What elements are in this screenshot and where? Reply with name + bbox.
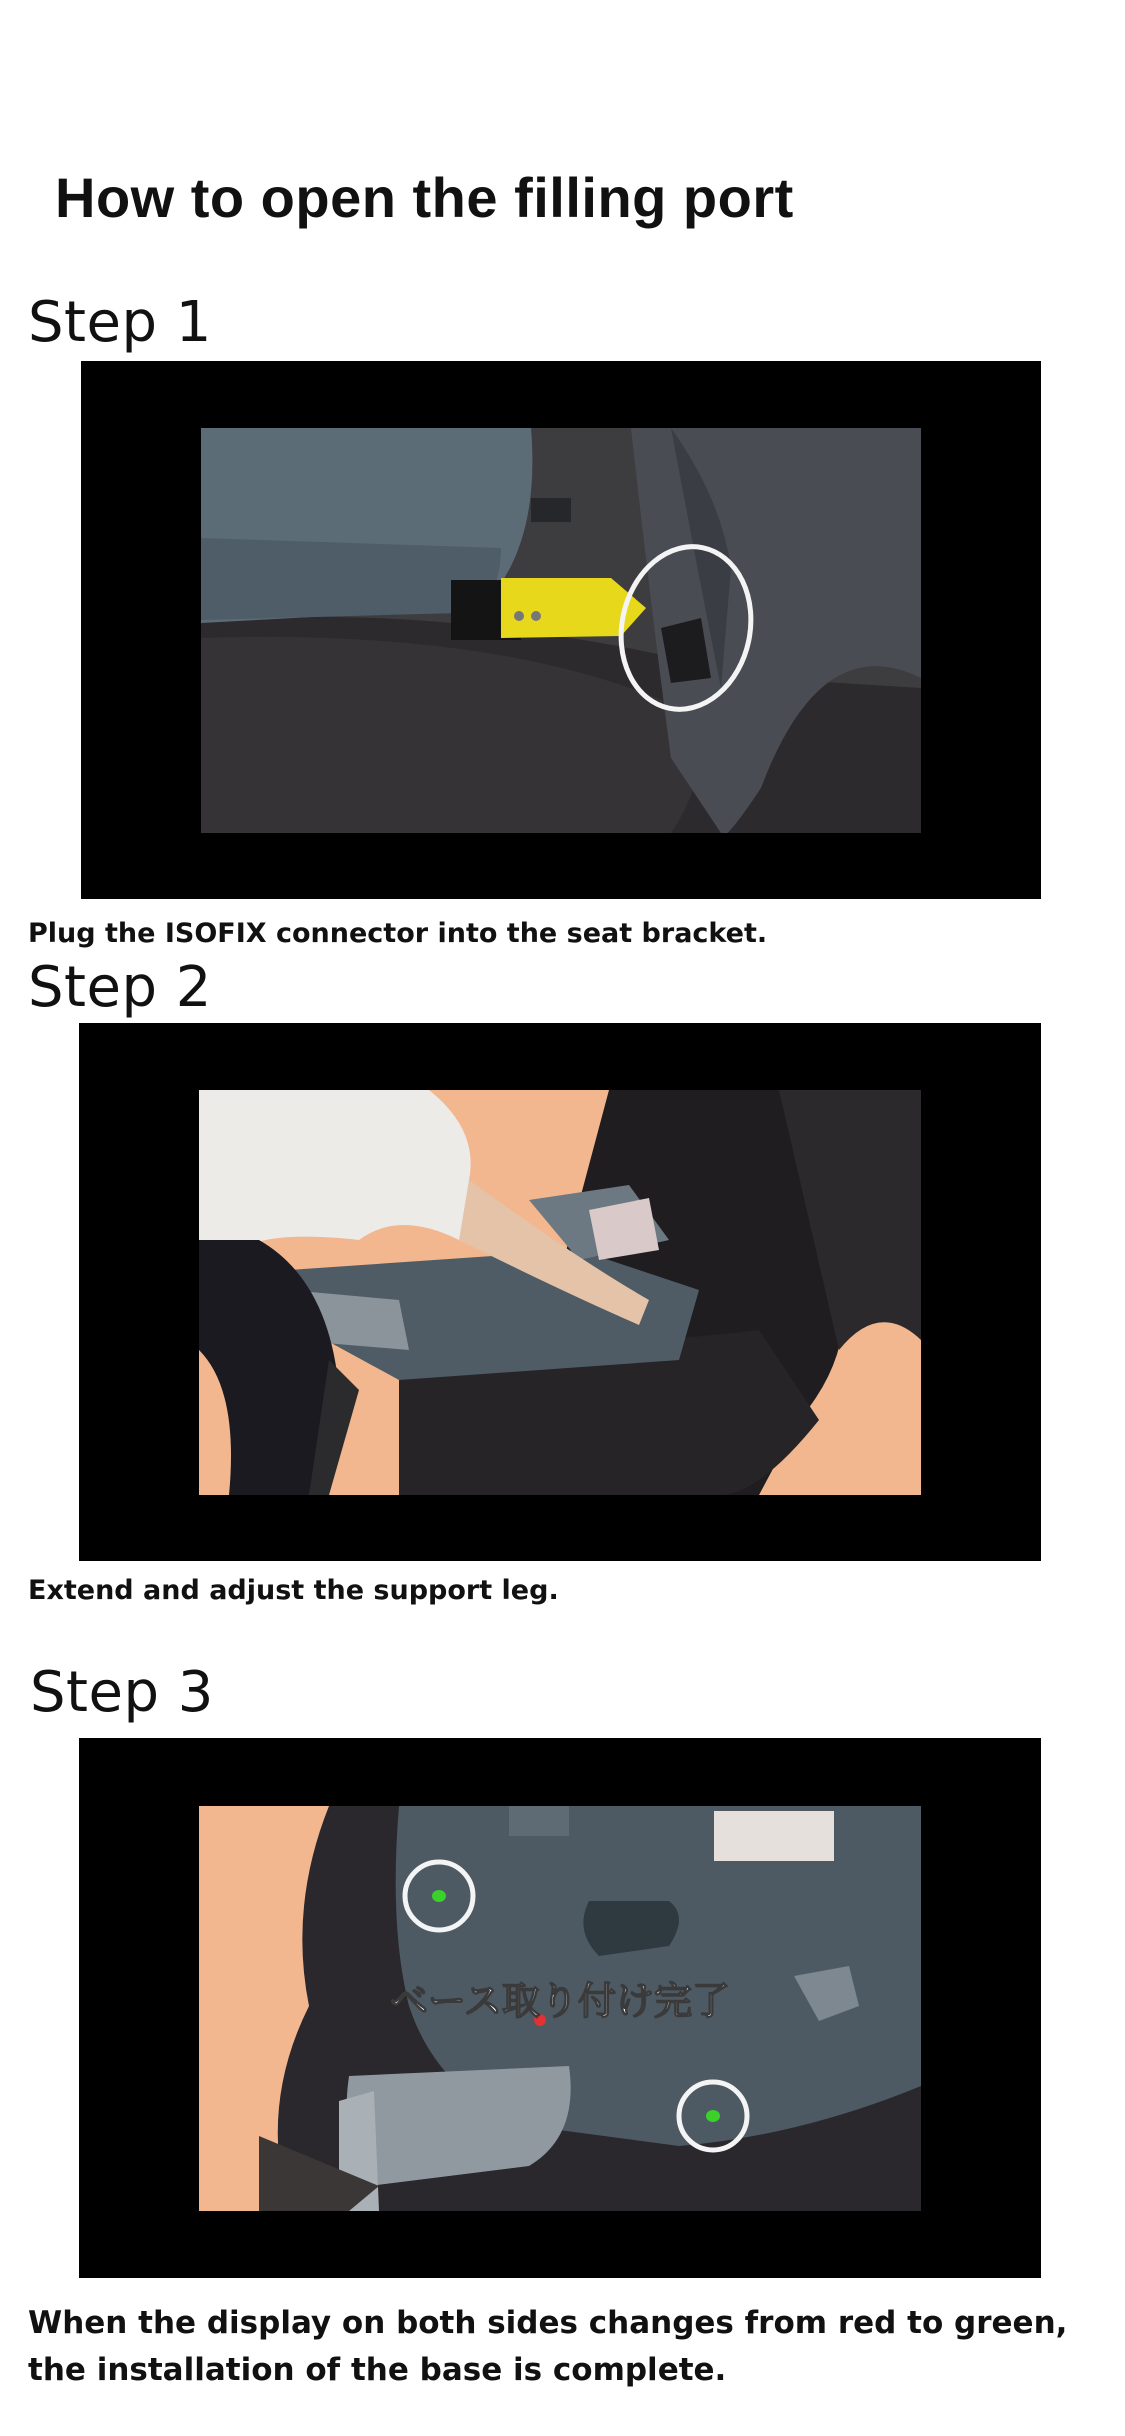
- step-2-caption: Extend and adjust the support leg.: [28, 1575, 559, 1606]
- step-2-photo: [199, 1090, 921, 1495]
- step-1-video-frame: [81, 361, 1041, 899]
- step-3-caption-line-1: When the display on both sides changes from red to green,: [28, 2305, 1068, 2341]
- left-green-indicator: [432, 1890, 446, 1902]
- step-3-caption-line-2: the installation of the base is complete.: [28, 2351, 727, 2388]
- step-1-caption: Plug the ISOFIX connector into the seat bracket.: [28, 918, 768, 949]
- step-3-heading: Step 3: [30, 1660, 214, 1725]
- step-2-heading: Step 2: [28, 955, 212, 1020]
- page-title: How to open the filling port: [55, 166, 794, 229]
- step-2-video-frame: [79, 1023, 1041, 1561]
- step-3-video-frame: [79, 1738, 1041, 2278]
- right-green-indicator: [706, 2110, 720, 2122]
- step-3-photo: [199, 1806, 921, 2211]
- step-1-heading: Step 1: [28, 290, 212, 355]
- step-1-photo: [201, 428, 921, 833]
- completion-overlay-text: ベース取り付け完了: [389, 1979, 731, 2023]
- step-3-caption: [28, 2300, 1067, 2393]
